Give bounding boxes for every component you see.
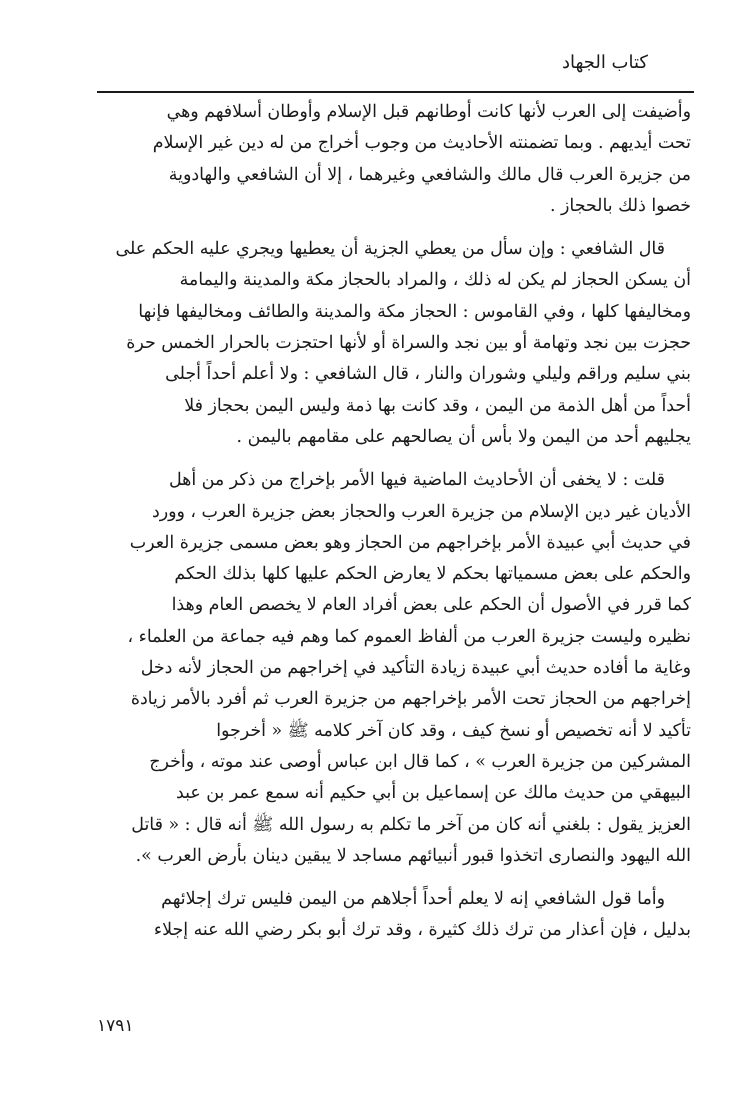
running-header-title: كتاب الجهاد	[561, 52, 648, 73]
text-line: أن يسكن الحجاز لم يكن له ذلك ، والمراد بالحجاز مكة والمدينة واليمامة	[179, 270, 691, 291]
text-line: في حديث أبي عبيدة الأمر بإخراجهم من الحجاز وهو بعض مسمى جزيرة العرب	[129, 532, 691, 553]
paragraph-4	[101, 884, 691, 947]
text-line: قلت : لا يخفى أن الأحاديث الماضية فيها الأمر بإخراج من ذكر من أهل	[168, 470, 665, 491]
text-line: كما قرر في الأصول أن الحكم على بعض أفراد العام لا يخصص العام وهذا	[171, 595, 691, 616]
text-line: الله اليهود والنصارى اتخذوا قبور أنبيائهم مساجد لا يبقين دينان بأرض العرب ».	[135, 845, 691, 866]
text-line: تحت أيديهم . وبما تضمنته الأحاديث من وجوب أخراج من له دين غير الإسلام	[152, 133, 691, 154]
text-line: وأما قول الشافعي إنه لا يعلم أحداً أجلاهم من اليمن فليس ترك إجلائهم	[161, 889, 665, 910]
text-line: بدليل ، فإن أعذار من ترك ذلك كثيرة ، وقد ترك أبو بكر رضي الله عنه إجلاء	[153, 920, 691, 941]
text-line: من جزيرة العرب قال مالك والشافعي وغيرهما ، إلا أن الشافعي والهادوية	[168, 164, 691, 185]
text-line: وأضيفت إلى العرب لأنها كانت أوطانهم قبل الإسلام وأوطان أسلافهم وهي	[166, 102, 691, 122]
text-line: ومخاليفها كلها ، وفي القاموس : الحجاز مكة والمدينة والطائف ومخاليفها فإنها	[138, 301, 691, 322]
text-line: قال الشافعي : وإن سأل من يعطي الجزية أن يعطيها ويجري عليه الحكم على	[115, 239, 665, 260]
text-line: نظيره وليست جزيرة العرب من ألفاظ العموم كما وهم فيه جماعة من العلماء ،	[127, 626, 691, 647]
text-line: البيهقي من حديث مالك عن إسماعيل بن أبي حكيم أنه سمع عمر بن عبد	[175, 783, 691, 804]
text-line: إخراجهم من الحجاز تحت الأمر بإخراجهم من جزيرة العرب ثم أفرد بالأمر زيادة	[130, 689, 691, 710]
text-line: المشركين من جزيرة العرب » ، كما قال ابن عباس أوصى عند موته ، وأخرج	[149, 751, 691, 772]
text-line: الأديان غير دين الإسلام من جزيرة العرب والحجاز بعض جزيرة العرب ، وورد	[151, 501, 691, 522]
page-number: ١٧٩١	[97, 1016, 134, 1036]
text-line: خصوا ذلك بالحجاز .	[549, 195, 691, 216]
text-line: حجزت بين نجد وتهامة أو بين نجد والسراة أو لأنها احتجزت بالحرار الخمس حرة	[126, 333, 691, 354]
paragraph-1	[101, 97, 691, 222]
text-line: يجليهم أحد من اليمن ولا بأس أن يصالحهم على مقامهم باليمن .	[236, 426, 691, 447]
text-line: العزيز يقول : بلغني أنه كان من آخر ما تكلم به رسول الله ﷺ أنه قال : « قاتل	[131, 814, 691, 835]
body-text	[101, 97, 691, 947]
text-line: والحكم على بعض مسمياتها بحكم لا يعارض الحكم عليها كلها بذلك الحكم	[174, 564, 691, 585]
paragraph-2	[101, 234, 691, 453]
text-line: أحداً من أهل الذمة من اليمن ، وقد كانت بها ذمة وليس اليمن بحجاز فلا	[184, 395, 691, 416]
text-line: وغاية ما أفاده حديث أبي عبيدة زيادة التأكيد في إخراجهم من الحجاز لأنه دخل	[140, 658, 691, 679]
header-divider	[97, 91, 694, 93]
paragraph-3	[101, 465, 691, 872]
text-line: بني سليم وراقم وليلي وشوران والنار ، قال الشافعي : ولا أعلم أحداً أجلى	[165, 364, 691, 385]
text-line: تأكيد لا أنه تخصيص أو نسخ كيف ، وقد كان آخر كلامه ﷺ « أخرجوا	[216, 720, 691, 741]
